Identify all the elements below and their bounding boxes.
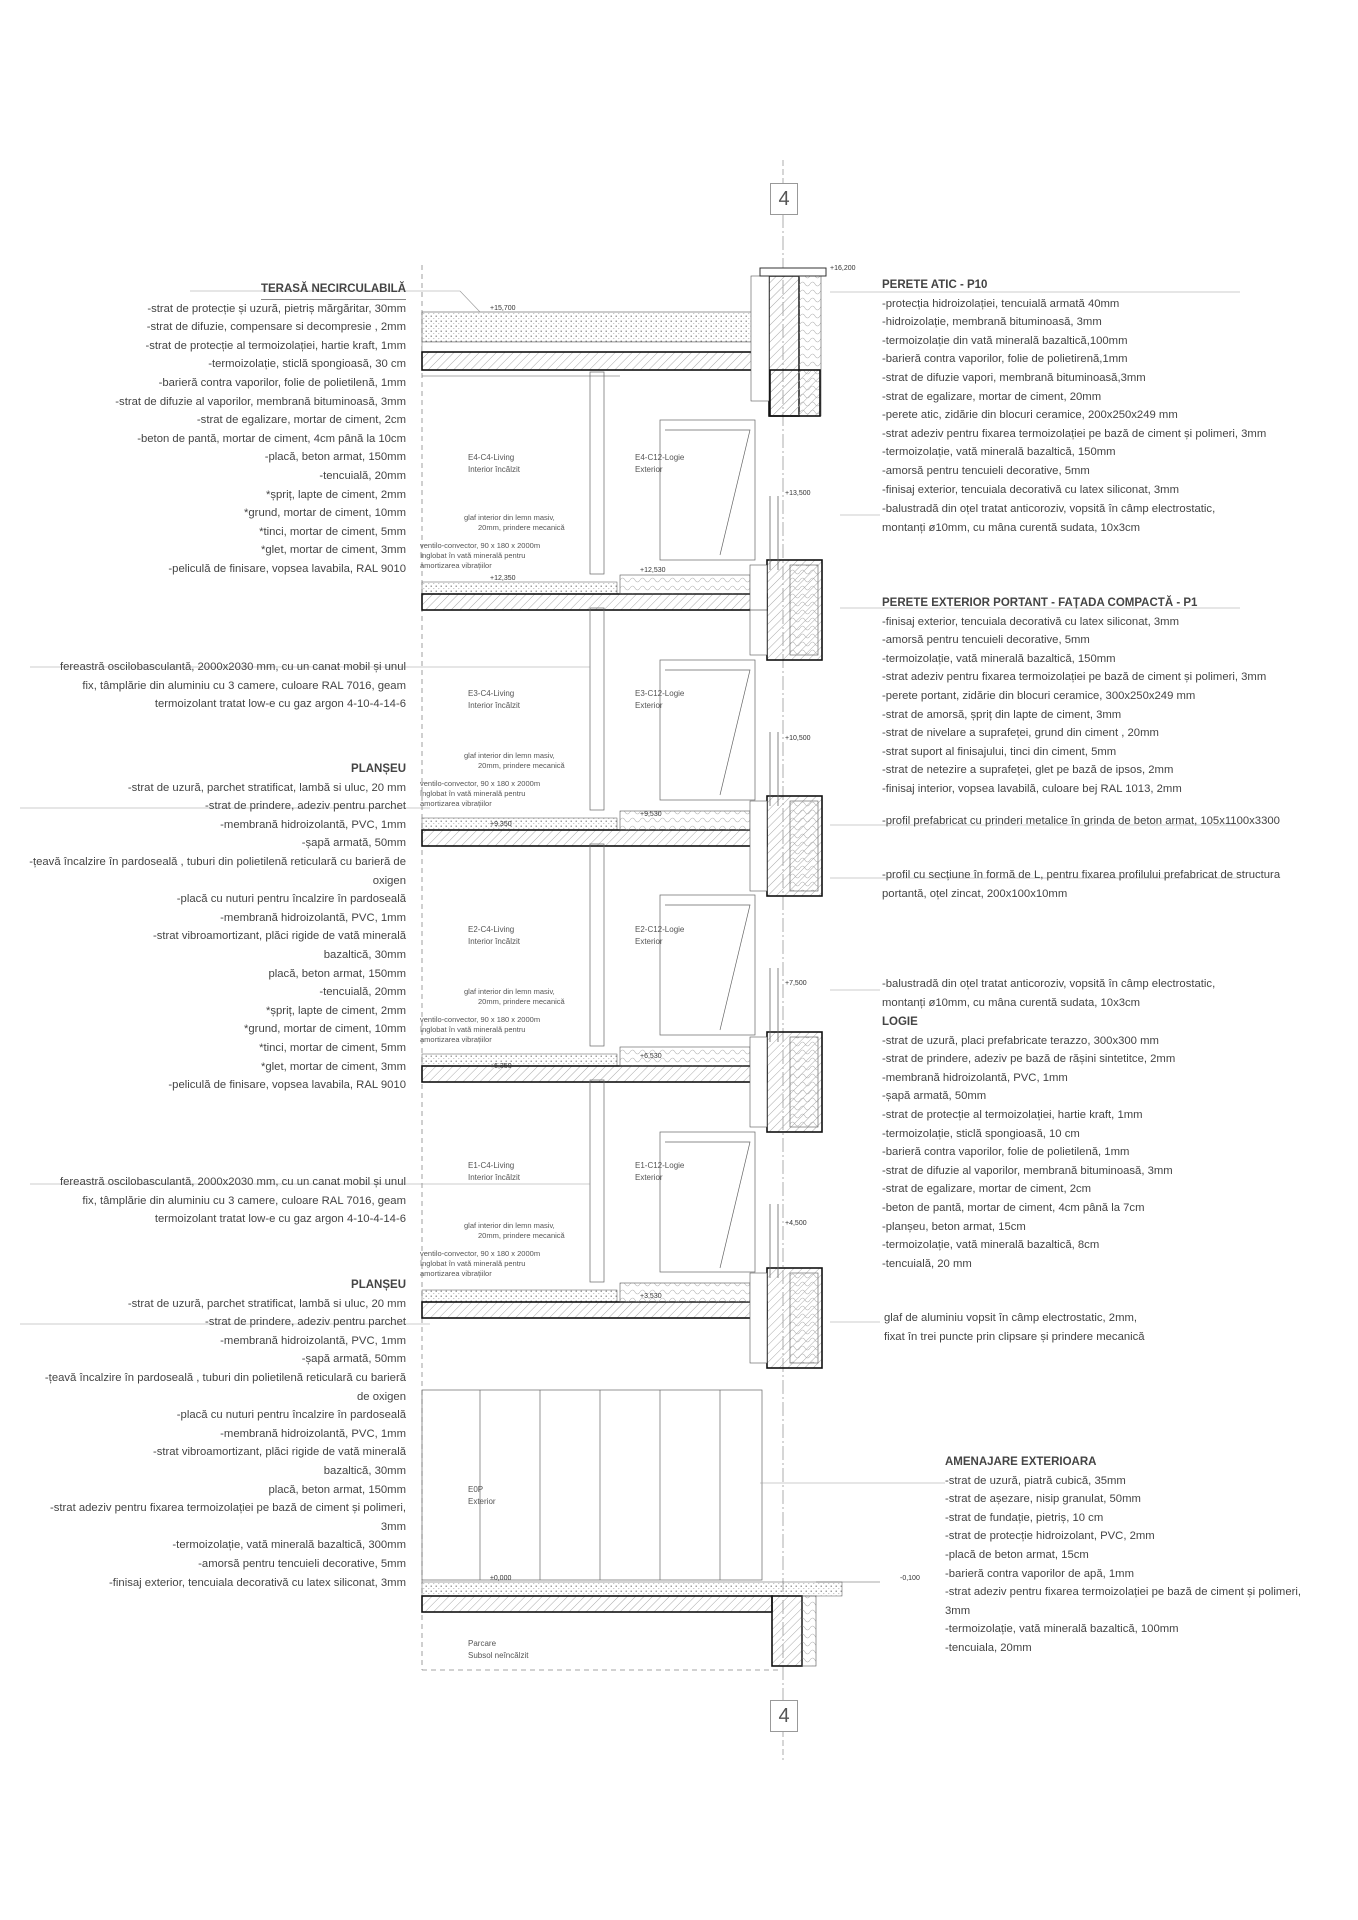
spec-line: -șapă armată, 50mm <box>882 1090 987 1103</box>
room-label: Exterior <box>635 701 663 710</box>
spec-line: -membrană hidroizolantă, PVC, 1mm <box>220 818 406 831</box>
spec-line: -strat de protecție al termoizolației, hartie kraft, 1mm <box>145 339 406 352</box>
floor-slab-e3 <box>422 560 822 660</box>
drawing-note: înglobat în vată minerală pentru <box>420 1025 526 1034</box>
spec-line: -strat de difuzie vapori, membrană bituminoasă,3mm <box>882 371 1146 384</box>
spec-line: -strat de difuzie, compensare si decompresie , 2mm <box>146 321 406 334</box>
spec-line: -strat de așezare, nisip granulat, 50mm <box>945 1493 1141 1506</box>
atic-title: PERETE ATIC - P10 <box>882 279 988 291</box>
spec-line: -amorsă pentru tencuieli decorative, 5mm <box>882 634 1090 647</box>
spec-line: -protecția hidroizolației, tencuială armată 40mm <box>882 297 1120 310</box>
drawing-note: amortizarea vibrațiilor <box>420 799 492 808</box>
drawing-note: ventilo-convector, 90 x 180 x 2000m <box>420 1015 541 1024</box>
drawing-note: amortizarea vibrațiilor <box>420 1269 492 1278</box>
spec-line: -strat adeziv pentru fixarea termoizolației pe bază de ciment și polimeri, 3mm <box>882 427 1267 440</box>
level-label: +10,500 <box>785 735 811 742</box>
drawing-note: amortizarea vibrațiilor <box>420 561 492 570</box>
spec-line: fix, tâmplărie din aluminiu cu 3 camere, culoare RAL 7016, geam <box>82 1194 406 1207</box>
room-label: Parcare <box>468 1639 497 1648</box>
drawing-note: glaf interior din lemn masiv, <box>464 987 555 996</box>
glaf-spec <box>884 1309 1145 1346</box>
room-label: E4-C12-Logie <box>635 453 685 462</box>
spec-line: -strat de egalizare, mortar de ciment, 20mm <box>882 390 1102 403</box>
room-label: Exterior <box>468 1497 496 1506</box>
profil-spec-2 <box>882 866 1280 903</box>
floor-slab-e2 <box>422 796 822 896</box>
spec-line: -balustradă din oțel tratat anticoroziv, vopsită în câmp electrostatic, <box>882 978 1216 990</box>
room-label: Interior încălzit <box>468 937 521 946</box>
planseu-spec-2 <box>45 1276 406 1592</box>
spec-line: -profil cu secțiune în formă de L, pentru fixarea profilului prefabricat de structura <box>882 869 1281 881</box>
drawing-note: înglobat în vată minerală pentru <box>420 789 526 798</box>
spec-line: *tinci, mortar de ciment, 5mm <box>259 1041 406 1054</box>
drawing-note: amortizarea vibrațiilor <box>420 1035 492 1044</box>
level-label: +7,500 <box>785 980 807 987</box>
spec-line: -membrană hidroizolantă, PVC, 1mm <box>882 1071 1068 1084</box>
drawing-note: ventilo-convector, 90 x 180 x 2000m <box>420 1249 541 1258</box>
room-label: E2-C12-Logie <box>635 925 685 934</box>
spec-line: -finisaj interior, vopsea lavabilă, culoare bej RAL 1013, 2mm <box>882 782 1182 795</box>
spec-line: -placă cu nuturi pentru încalzire în pardoseală <box>176 1409 406 1422</box>
spec-line: -termoizolație, sticlă spongioasă, 10 cm <box>882 1127 1080 1140</box>
spec-line: -peliculă de finisare, vopsea lavabila, RAL 9010 <box>168 562 406 575</box>
spec-line: fixat în trei puncte prin clipsare și prindere mecanică <box>884 1330 1145 1343</box>
level-label: +9,530 <box>640 811 662 818</box>
roof-slab <box>422 268 826 416</box>
spec-line: -strat de netezire a suprafeței, glet pe bază de ipsos, 2mm <box>882 764 1174 777</box>
spec-line: -strat adeziv pentru fixarea termoizolației pe bază de ciment și polimeri, 3mm <box>882 671 1267 684</box>
balustrada-spec-1 <box>882 500 1215 537</box>
spec-line: -beton de pantă, mortar de ciment, 4cm până la 10cm <box>137 432 406 445</box>
spec-line: -strat de prindere, adeziv pe bază de rășini sintetitce, 2mm <box>882 1053 1176 1066</box>
drawing-note: 20mm, prindere mecanică <box>478 761 565 770</box>
drawing-note: 20mm, prindere mecanică <box>478 997 565 1006</box>
room-label: Exterior <box>635 1173 663 1182</box>
spec-line: 3mm <box>380 1520 406 1533</box>
spec-line: placă, beton armat, 150mm <box>268 1483 406 1496</box>
axis-marker-top: 4 <box>770 183 798 215</box>
spec-line: -barieră contra vaporilor de apă, 1mm <box>945 1567 1134 1580</box>
spec-line: fereastră oscilobasculantă, 2000x2030 mm, cu un canat mobil și unul <box>59 1176 406 1188</box>
spec-line: -tencuială, 20mm <box>319 986 406 999</box>
logie-title: LOGIE <box>882 1016 918 1028</box>
level-label: ±0,000 <box>490 1575 512 1582</box>
level-label: +13,500 <box>785 490 811 497</box>
amenajare-spec <box>945 1453 1301 1658</box>
spec-line: -membrană hidroizolantă, PVC, 1mm <box>220 911 406 924</box>
room-label: Interior încălzit <box>468 465 521 474</box>
spec-line: -barieră contra vaporilor, folie de polietilenă, 1mm <box>158 376 406 389</box>
level-labels <box>490 265 920 1582</box>
level-label: +12,530 <box>640 567 666 574</box>
spec-line: -strat de nivelare a suprafeței, grund din ciment , 20mm <box>882 727 1159 740</box>
spec-line: termoizolant tratat low-e cu gaz argon 4-10-4-14-6 <box>154 698 406 711</box>
perete-title: PERETE EXTERIOR PORTANT - FAȚADA COMPACTĂ - P1 <box>882 597 1198 609</box>
spec-line: -termoizolație, vată minerală bazaltică, 300mm <box>172 1539 406 1552</box>
window-spec-1 <box>60 658 406 714</box>
spec-line: -barieră contra vaporilor, folie de polietirenă,1mm <box>882 353 1128 366</box>
spec-line: -strat de uzură, piatră cubică, 35mm <box>945 1474 1126 1487</box>
room-label: E4-C4-Living <box>468 453 515 462</box>
spec-line: fereastră oscilobasculantă, 2000x2030 mm, cu un canat mobil și unul <box>59 661 406 673</box>
level-label: +3,530 <box>640 1293 662 1300</box>
spec-line: *șpriț, lapte de ciment, 2mm <box>265 488 406 501</box>
spec-line: -perete atic, zidărie din blocuri ceramice, 200x250x249 mm <box>882 409 1178 422</box>
spec-line: -strat de uzură, parchet stratificat, lambă si uluc, 20 mm <box>127 781 406 794</box>
perete-spec <box>882 594 1266 799</box>
amenajare-title: AMENAJARE EXTERIOARA <box>945 1456 1097 1468</box>
planseu-title-2: PLANȘEU <box>351 1279 406 1291</box>
level-label: +4,500 <box>785 1220 807 1227</box>
spec-line: -strat de protecție și uzură, pietriș mărgăritar, 30mm <box>147 302 406 315</box>
spec-line: -strat adeziv pentru fixarea termoizolației pe bază de ciment și polimeri, <box>49 1502 406 1515</box>
spec-line: -barieră contra vaporilor, folie de polietilenă, 1mm <box>882 1146 1130 1159</box>
spec-line: -hidroizolație, membrană bituminoasă, 3mm <box>882 316 1102 329</box>
level-label: +6,530 <box>640 1053 662 1060</box>
drawing-note: glaf interior din lemn masiv, <box>464 751 555 760</box>
drawing-note: înglobat în vată minerală pentru <box>420 551 526 560</box>
spec-line: -termoizolație din vată minerală bazaltică,100mm <box>882 334 1128 347</box>
spec-line: -țeavă încalzire în pardoseală , tuburi din polietilenă reticulară cu barieră <box>44 1371 406 1384</box>
spec-line: -strat de difuzie al vaporilor, membrană bituminoasă, 3mm <box>115 395 406 408</box>
spec-line: -șapă armată, 50mm <box>301 1353 406 1366</box>
spec-line: -membrană hidroizolantă, PVC, 1mm <box>220 1427 406 1440</box>
spec-line: -finisaj exterior, tencuiala decorativă cu latex siliconat, 3mm <box>882 615 1179 628</box>
spec-line: *tinci, mortar de ciment, 5mm <box>259 525 406 538</box>
spec-line: termoizolant tratat low-e cu gaz argon 4-10-4-14-6 <box>154 1213 406 1226</box>
spec-line: fix, tâmplărie din aluminiu cu 3 camere, culoare RAL 7016, geam <box>82 679 406 692</box>
spec-line: -placă, beton armat, 150mm <box>264 451 406 464</box>
spec-line: -strat vibroamortizant, plăci rigide de vată minerală <box>152 1446 406 1459</box>
room-label: E3-C4-Living <box>468 689 515 698</box>
spec-line: -strat suport al finisajului, tinci din ciment, 5mm <box>882 745 1117 758</box>
spec-line: -profil prefabricat cu prinderi metalice în grinda de beton armat, 105x1100x3300 <box>882 815 1280 827</box>
spec-line: -perete portant, zidărie din blocuri ceramice, 300x250x249 mm <box>882 689 1196 702</box>
spec-line: -beton de pantă, mortar de ciment, 4cm până la 7cm <box>882 1201 1145 1214</box>
spec-line: -strat de protecție al termoizolației, hartie kraft, 1mm <box>882 1108 1143 1121</box>
spec-line: -țeavă încalzire în pardoseală , tuburi din polietilenă reticulară cu barieră de <box>29 855 406 868</box>
spec-line: *grund, mortar de ciment, 10mm <box>244 507 406 520</box>
spec-line: glaf de aluminiu vopsit în câmp electrostatic, 2mm, <box>884 1312 1138 1324</box>
spec-line: portantă, oțel zincat, 200x100x10mm <box>882 887 1068 900</box>
room-label: E1-C4-Living <box>468 1161 515 1170</box>
spec-line: -strat de protecție hidroizolant, PVC, 2mm <box>945 1530 1155 1543</box>
terasa-title: TERASĂ NECIRCULABILĂ <box>261 280 406 300</box>
planseu-title-1: PLANȘEU <box>351 763 406 775</box>
window-spec-2 <box>60 1173 406 1229</box>
planseu-spec-1 <box>29 760 406 1095</box>
room-label: E2-C4-Living <box>468 925 515 934</box>
spec-line: -finisaj exterior, tencuiala decorativă cu latex siliconat, 3mm <box>882 483 1179 496</box>
spec-line: -strat de fundație, pietriș, 10 cm <box>945 1511 1104 1524</box>
spec-line: -termoizolație, vată minerală bazaltică, 150mm <box>882 446 1116 459</box>
spec-line: -termoizolație, sticlă spongioasă, 30 cm <box>208 358 406 371</box>
spec-line: placă, beton armat, 150mm <box>268 967 406 980</box>
room-label: Exterior <box>635 465 663 474</box>
spec-line: -strat de amorsă, șpriț din lapte de ciment, 3mm <box>882 708 1122 721</box>
drawing-note: ventilo-convector, 90 x 180 x 2000m <box>420 541 541 550</box>
profil-spec-1 <box>882 812 1280 831</box>
spec-line: bazaltică, 30mm <box>323 1464 406 1477</box>
spec-line: -peliculă de finisare, vopsea lavabila, RAL 9010 <box>168 1079 406 1092</box>
room-label: E3-C12-Logie <box>635 689 685 698</box>
spec-line: -tencuială, 20mm <box>319 469 406 482</box>
spec-line: -amorsă pentru tencuieli decorative, 5mm <box>198 1557 406 1570</box>
spec-line: *glet, mortar de ciment, 3mm <box>260 1060 406 1073</box>
spec-line: -membrană hidroizolantă, PVC, 1mm <box>220 1334 406 1347</box>
spec-line: oxigen <box>372 874 406 887</box>
spec-line: 3mm <box>945 1604 971 1617</box>
drawing-note: glaf interior din lemn masiv, <box>464 1221 555 1230</box>
spec-line: -termoizolație, vată minerală bazaltică, 8cm <box>882 1239 1100 1252</box>
spec-line: -amorsă pentru tencuieli decorative, 5mm <box>882 464 1090 477</box>
level-label: +15,700 <box>490 305 516 312</box>
level-label: +12,350 <box>490 575 516 582</box>
spec-line: bazaltică, 30mm <box>323 948 406 961</box>
spec-line: -tencuială, 20 mm <box>882 1257 972 1270</box>
atic-spec <box>882 276 1266 499</box>
spec-line: montanți ø10mm, cu mâna curentă sudata, 10x3cm <box>882 521 1141 534</box>
spec-line: -strat de uzură, parchet stratificat, lambă si uluc, 20 mm <box>127 1297 406 1310</box>
drawing-note: glaf interior din lemn masiv, <box>464 513 555 522</box>
room-label: E0P <box>468 1485 484 1494</box>
balustrada-spec-2 <box>882 975 1215 1012</box>
spec-line: -strat vibroamortizant, plăci rigide de vată minerală <box>152 930 406 943</box>
room-label: Interior încălzit <box>468 1173 521 1182</box>
drawing-note: 20mm, prindere mecanică <box>478 1231 565 1240</box>
spec-line: -finisaj exterior, tencuiala decorativă cu latex siliconat, 3mm <box>109 1576 406 1589</box>
spec-line: -strat de prindere, adeziv pentru parchet <box>205 800 406 813</box>
spec-line: -strat de difuzie al vaporilor, membrană bituminoasă, 3mm <box>882 1164 1173 1177</box>
spec-line: -strat de egalizare, mortar de ciment, 2cm <box>882 1183 1092 1196</box>
level-label: -0,100 <box>900 1575 920 1582</box>
spec-line: -placă de beton armat, 15cm <box>945 1548 1089 1561</box>
spec-line: *șpriț, lapte de ciment, 2mm <box>265 1004 406 1017</box>
spec-line: de oxigen <box>357 1390 406 1403</box>
floor-slab-e1 <box>422 1032 822 1132</box>
spec-line: -balustradă din oțel tratat anticoroziv, vopsită în câmp electrostatic, <box>882 503 1216 515</box>
terasa-spec <box>115 280 406 579</box>
level-label: +6,350 <box>490 1063 512 1070</box>
level-label: +9,350 <box>490 821 512 828</box>
logie-spec <box>882 1013 1175 1273</box>
drawing-note: 20mm, prindere mecanică <box>478 523 565 532</box>
spec-line: -strat de prindere, adeziv pentru parchet <box>205 1316 406 1329</box>
spec-line: -planșeu, beton armat, 15cm <box>882 1220 1026 1233</box>
room-label: E1-C12-Logie <box>635 1161 685 1170</box>
spec-line: -tencuiala, 20mm <box>945 1641 1032 1654</box>
floor-slab-e0 <box>422 1268 822 1368</box>
level-label: +16,200 <box>830 265 856 272</box>
spec-line: -placă cu nuturi pentru încalzire în pardoseală <box>176 893 406 906</box>
spec-line: *grund, mortar de ciment, 10mm <box>244 1023 406 1036</box>
spec-line: -termoizolație, vată minerală bazaltică, 100mm <box>945 1623 1179 1636</box>
spec-line: -termoizolație, vată minerală bazaltică, 150mm <box>882 652 1116 665</box>
spec-line: -șapă armată, 50mm <box>301 837 406 850</box>
drawing-note: înglobat în vată minerală pentru <box>420 1259 526 1268</box>
spec-line: montanți ø10mm, cu mâna curentă sudata, 10x3cm <box>882 996 1141 1009</box>
axis-marker-bottom: 4 <box>770 1700 798 1732</box>
drawing-note: ventilo-convector, 90 x 180 x 2000m <box>420 779 541 788</box>
spec-line: -strat de uzură, placi prefabricate terazzo, 300x300 mm <box>882 1034 1159 1047</box>
room-label: Subsol neîncălzit <box>468 1651 529 1660</box>
room-label: Interior încălzit <box>468 701 521 710</box>
spec-line: -strat de egalizare, mortar de ciment, 2cm <box>196 414 406 427</box>
room-label: Exterior <box>635 937 663 946</box>
spec-line: *glet, mortar de ciment, 3mm <box>260 544 406 557</box>
spec-line: -strat adeziv pentru fixarea termoizolației pe bază de ciment și polimeri, <box>945 1586 1302 1599</box>
